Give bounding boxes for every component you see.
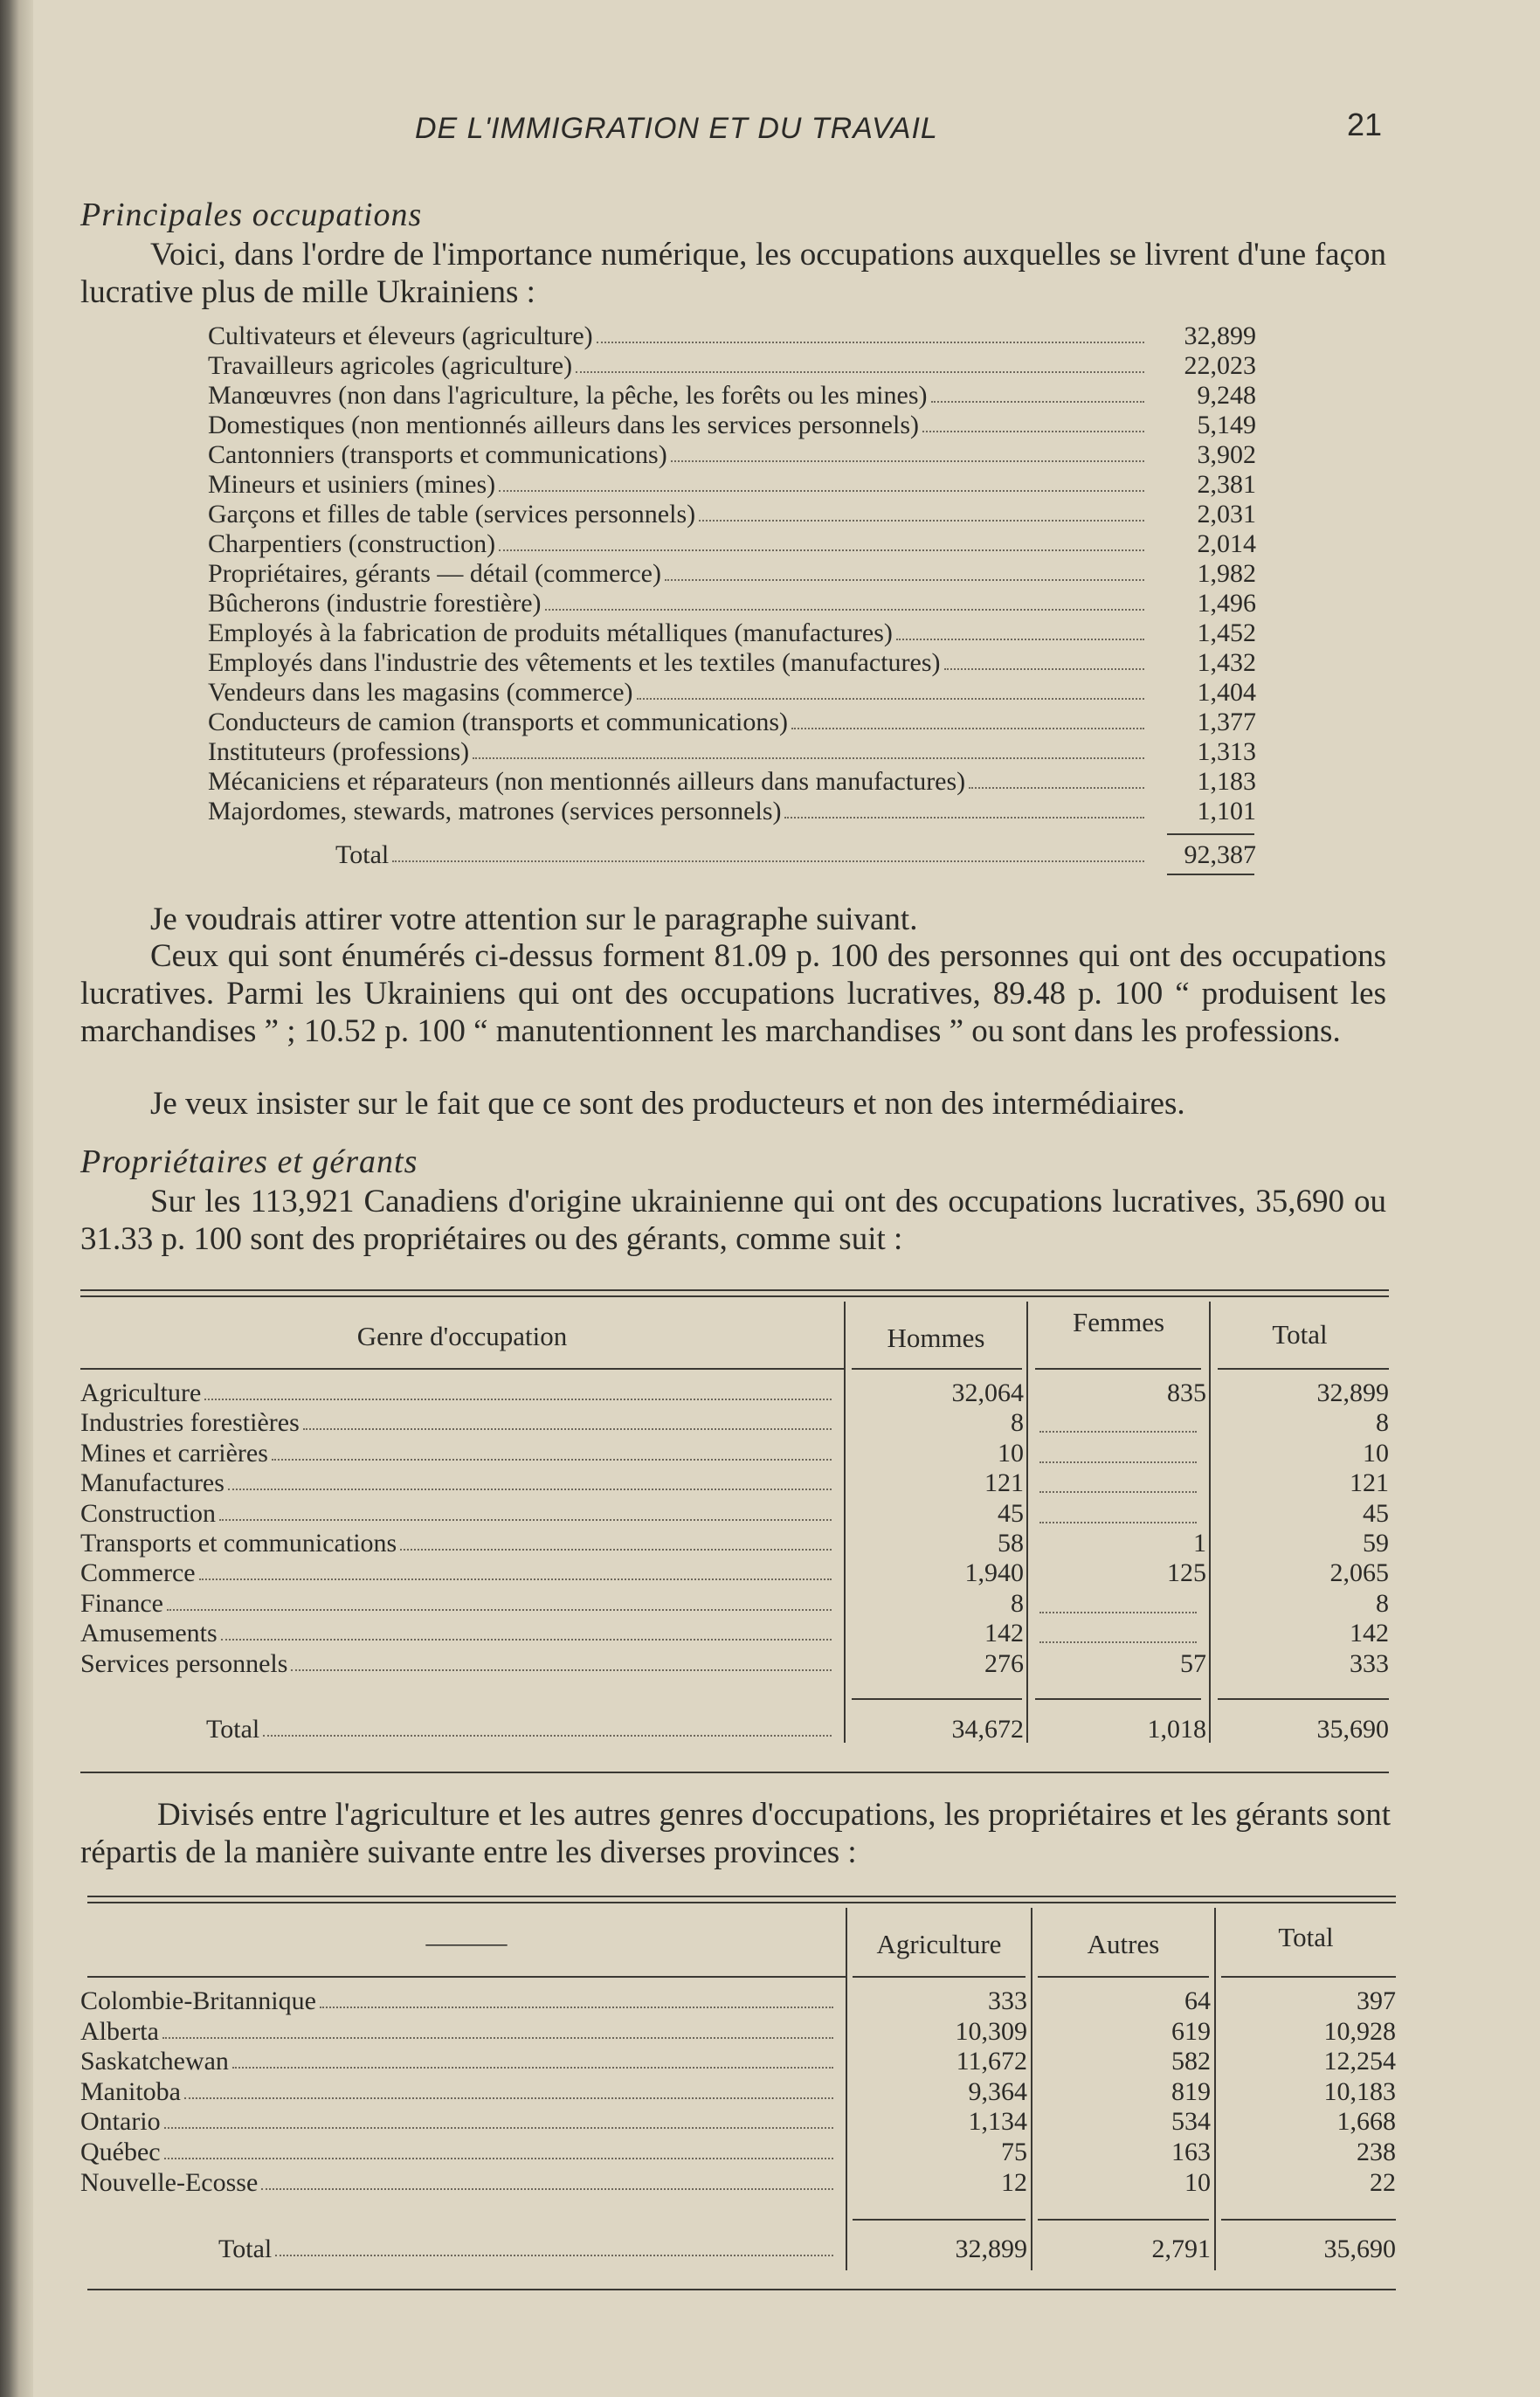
table2-col-divider-1	[846, 1908, 847, 2270]
table2-agriculture-value: 1,134	[968, 2107, 1027, 2136]
occupation-item	[208, 470, 1256, 500]
occupation-label: Propriétaires, gérants — détail (commerce)	[208, 559, 661, 588]
table1-femmes-empty	[1039, 1641, 1197, 1643]
row-label-text: Saskatchewan	[80, 2047, 229, 2076]
table1-row-label	[80, 1408, 839, 1438]
table2-row-label	[80, 2138, 840, 2167]
occupation-label: Vendeurs dans les magasins (commerce)	[208, 678, 633, 707]
occupation-label: Majordomes, stewards, matrones (services personnels)	[208, 797, 782, 825]
table2-total-value: 238	[1357, 2138, 1396, 2166]
table1-header-femmes: Femmes	[1072, 1307, 1165, 1337]
table1-header-rule-hommes	[852, 1368, 1022, 1370]
table1-femmes-empty	[1039, 1612, 1197, 1613]
row-label-text: Ontario	[80, 2107, 161, 2136]
table2-agriculture-value: 32,899	[955, 2235, 1027, 2263]
dot-leader	[272, 1458, 832, 1461]
occupation-value: 1,452	[1197, 618, 1256, 647]
table2-top-rule-2	[87, 1902, 1396, 1903]
table1-femmes-empty	[1039, 1491, 1197, 1493]
table1-total-value: 45	[1363, 1499, 1389, 1528]
occupation-label: Conducteurs de camion (transports et communications)	[208, 708, 788, 736]
occupation-value: 22,023	[1184, 351, 1256, 380]
row-label-text: Total	[206, 1715, 260, 1744]
table2-total-value: 10,183	[1323, 2077, 1396, 2106]
row-label-text: Finance	[80, 1589, 163, 1618]
dot-leader	[499, 489, 1144, 492]
table1-hommes-value: 8	[1011, 1589, 1024, 1618]
table1-col-divider-1	[844, 1302, 846, 1743]
table2-autres-value: 163	[1171, 2138, 1211, 2166]
dot-leader	[320, 2006, 833, 2008]
running-head: DE L'IMMIGRATION ET DU TRAVAIL	[415, 112, 938, 145]
table2-row-label	[80, 2017, 840, 2047]
occupation-value: 1,404	[1197, 678, 1256, 707]
occupation-item	[208, 529, 1256, 559]
row-label-text: Agriculture	[80, 1378, 202, 1407]
row-label-text: Commerce	[80, 1558, 196, 1587]
occupation-value: 2,031	[1197, 500, 1256, 528]
table1-col-divider-3	[1209, 1302, 1211, 1743]
dot-leader	[969, 786, 1144, 789]
occupation-item	[208, 767, 1256, 797]
table1-femmes-value: 1,018	[1147, 1715, 1206, 1744]
occupation-item	[208, 737, 1256, 767]
occupation-item	[208, 618, 1256, 648]
table2-header-autres: Autres	[1087, 1929, 1160, 1959]
table2-autres-value: 819	[1171, 2077, 1211, 2106]
table1-row-label	[80, 1619, 839, 1648]
occupation-item	[208, 440, 1256, 470]
table1-total-value: 2,065	[1329, 1558, 1389, 1587]
row-label-text: Transports et communications	[80, 1529, 397, 1558]
table2-autres-value: 619	[1171, 2017, 1211, 2046]
table1-row-label	[80, 1558, 839, 1588]
table2-autres-value: 10	[1184, 2168, 1211, 2197]
occupation-value: 9,248	[1197, 381, 1256, 410]
occupation-value: 1,183	[1197, 767, 1256, 796]
row-label-text: Construction	[80, 1499, 216, 1528]
occupation-item	[208, 381, 1256, 411]
table1-total-value: 32,899	[1316, 1378, 1389, 1407]
table2-agriculture-value: 10,309	[955, 2017, 1027, 2046]
occupation-total-row	[335, 835, 1256, 870]
occupation-label: Employés à la fabrication de produits métalliques (manufactures)	[208, 618, 893, 647]
table2-agriculture-value: 9,364	[968, 2077, 1027, 2106]
table1-hommes-value: 10	[998, 1439, 1024, 1468]
table1-sum-rule-total	[1218, 1698, 1389, 1700]
table2-header-rule-autres	[1038, 1976, 1209, 1978]
table2-header-rule-agr	[853, 1976, 1026, 1978]
dot-leader	[896, 638, 1144, 640]
row-label-text: Mines et carrières	[80, 1439, 268, 1468]
dot-leader	[473, 756, 1144, 759]
table1-total-label	[206, 1715, 839, 1744]
dot-leader	[263, 1734, 832, 1737]
table2-total-value: 22	[1370, 2168, 1396, 2197]
occupation-value: 1,432	[1197, 648, 1256, 677]
page-number: 21	[1347, 107, 1383, 142]
dot-leader	[275, 2254, 833, 2256]
table2-total-value: 1,668	[1336, 2107, 1396, 2136]
table1-hommes-value: 58	[998, 1529, 1024, 1558]
dot-leader	[303, 1427, 832, 1430]
table1-hommes-value: 34,672	[951, 1715, 1024, 1744]
table1-femmes-value: 1	[1193, 1529, 1206, 1558]
dot-leader	[400, 1548, 832, 1551]
dot-leader	[204, 1398, 832, 1400]
row-label-text: Manitoba	[80, 2077, 181, 2106]
table2-autres-value: 2,791	[1151, 2235, 1211, 2263]
table1-header-rule	[80, 1368, 844, 1370]
table2-header-agriculture: Agriculture	[876, 1929, 1002, 1959]
table2-row-label	[80, 2047, 840, 2076]
table2-header-blank: ———	[425, 1927, 508, 1958]
table1-header-genre: Genre d'occupation	[356, 1321, 568, 1351]
table1-row-label	[80, 1378, 839, 1408]
occupation-item	[208, 648, 1256, 678]
table1-sum-rule-femmes	[1035, 1698, 1201, 1700]
table2-row-label	[80, 1986, 840, 2016]
occupation-label: Charpentiers (construction)	[208, 529, 496, 558]
occupation-value: 1,101	[1197, 797, 1256, 825]
dot-leader	[499, 549, 1144, 551]
dot-leader	[784, 816, 1144, 819]
occupation-value: 1,982	[1197, 559, 1256, 588]
table1-row-label	[80, 1589, 839, 1619]
occupation-label: Manœuvres (non dans l'agriculture, la pêche, les forêts ou les mines)	[208, 381, 928, 410]
table1-row-label	[80, 1499, 839, 1529]
table1-femmes-value: 57	[1180, 1649, 1206, 1678]
occupation-value: 1,313	[1197, 737, 1256, 766]
table1-bottom-rule	[80, 1772, 1389, 1773]
table2-total-label	[218, 2235, 840, 2264]
row-label-text: Alberta	[80, 2017, 159, 2046]
table2-col-divider-3	[1214, 1908, 1216, 2270]
occupation-value: 32,899	[1184, 321, 1256, 350]
table1-row-label	[80, 1649, 839, 1679]
table1-hommes-value: 8	[1011, 1408, 1024, 1437]
table2-autres-value: 534	[1171, 2107, 1211, 2136]
section-heading-occupations: Principales occupations	[80, 197, 423, 233]
occupation-label: Cantonniers (transports et communications)	[208, 440, 667, 469]
table1-total-value: 8	[1376, 1589, 1389, 1618]
paragraph-percentages: Ceux qui sont énumérés ci-dessus forment 81.09 p. 100 des personnes qui ont des occupations lucratives. Parmi les Ukrainiens qui ont des occupations lucratives, 89.48 p. 100 “ produisent les marchandises ” ; 10.52 p. 100 “ manutentionnent les marchandises ” ou sont dans les professions.	[80, 938, 1386, 1049]
intro-paragraph: Voici, dans l'ordre de l'importance numérique, les occupations auxquelles se livrent d'une façon lucrative plus de mille Ukrainiens :	[80, 237, 1386, 310]
dot-leader	[944, 667, 1144, 670]
table2-autres-value: 64	[1184, 1986, 1211, 2015]
table1-total-value: 142	[1350, 1619, 1389, 1648]
table2-row-label	[80, 2168, 840, 2198]
table1-row-label	[80, 1468, 839, 1498]
occupation-label: Cultivateurs et éleveurs (agriculture)	[208, 321, 593, 350]
table1-top-rule	[80, 1289, 1389, 1291]
table1-header-rule-femmes	[1035, 1368, 1201, 1370]
occupation-item	[208, 559, 1256, 589]
dot-leader	[291, 1668, 832, 1671]
dot-leader	[791, 727, 1144, 729]
dot-leader	[671, 459, 1144, 462]
table1-total-value: 8	[1376, 1408, 1389, 1437]
table1-femmes-value: 835	[1167, 1378, 1206, 1407]
table2-header-rule-total	[1221, 1976, 1396, 1978]
table1-femmes-empty	[1039, 1431, 1197, 1433]
table2-row-label	[80, 2107, 840, 2137]
row-label-text: Total	[218, 2235, 273, 2263]
table2-agriculture-value: 12	[1001, 2168, 1027, 2197]
dot-leader	[545, 608, 1144, 611]
dot-leader	[931, 400, 1145, 403]
table1-hommes-value: 121	[984, 1468, 1024, 1497]
provinces-intro: Divisés entre l'agriculture et les autres genres d'occupations, les propriétaires et les gérants sont répartis de la manière suivante entre les diverses provinces :	[80, 1797, 1391, 1870]
dot-leader	[922, 430, 1144, 432]
dot-leader	[184, 2097, 833, 2099]
table1-col-divider-2	[1026, 1302, 1028, 1743]
dot-leader	[162, 2036, 833, 2039]
table1-femmes-empty	[1039, 1461, 1197, 1463]
table1-hommes-value: 45	[998, 1499, 1024, 1528]
dot-leader	[392, 860, 1144, 862]
row-label-text: Colombie-Britannique	[80, 1986, 316, 2015]
table2-row-label	[80, 2077, 840, 2107]
dot-leader	[597, 341, 1144, 343]
table1-header-hommes: Hommes	[887, 1323, 985, 1353]
occupation-value: 5,149	[1197, 411, 1256, 439]
dot-leader	[221, 1638, 832, 1641]
dot-leader	[699, 519, 1144, 522]
occupation-item	[208, 797, 1256, 826]
table2-total-value: 35,690	[1323, 2235, 1396, 2263]
table2-sum-rule-agr	[853, 2219, 1026, 2221]
table2-autres-value: 582	[1171, 2047, 1211, 2076]
dot-leader	[576, 370, 1144, 373]
dot-leader	[167, 1608, 832, 1611]
table1-total-value: 333	[1350, 1649, 1389, 1678]
total-underline	[1167, 874, 1254, 875]
occupation-label: Mineurs et usiniers (mines)	[208, 470, 496, 499]
table2-total-value: 397	[1357, 1986, 1396, 2015]
table2-agriculture-value: 333	[988, 1986, 1027, 2015]
dot-leader	[219, 1518, 832, 1521]
occupation-label: Garçons et filles de table (services personnels)	[208, 500, 696, 528]
row-label-text: Services personnels	[80, 1649, 288, 1678]
table2-top-rule	[87, 1896, 1396, 1897]
occupation-label: Travailleurs agricoles (agriculture)	[208, 351, 573, 380]
table2-bottom-rule	[87, 2289, 1396, 2290]
table2-total-value: 10,928	[1323, 2017, 1396, 2046]
table1-hommes-value: 142	[984, 1619, 1024, 1648]
occupation-total-value: 92,387	[1184, 840, 1256, 869]
occupation-value: 2,381	[1197, 470, 1256, 499]
occupation-label: Mécaniciens et réparateurs (non mentionnés ailleurs dans manufactures)	[208, 767, 966, 796]
occupation-item	[208, 589, 1256, 618]
table1-total-value: 59	[1363, 1529, 1389, 1558]
occupation-label: Instituteurs (professions)	[208, 737, 470, 766]
table1-hommes-value: 276	[984, 1649, 1024, 1678]
proprietaires-intro: Sur les 113,921 Canadiens d'origine ukrainienne qui ont des occupations lucratives, 35,690 ou 31.33 p. 100 sont des propriétaires ou des gérants, comme suit :	[80, 1184, 1386, 1257]
dot-leader	[637, 697, 1144, 700]
table1-total-value: 121	[1350, 1468, 1389, 1497]
table1-total-value: 10	[1363, 1439, 1389, 1468]
table1-row-label	[80, 1529, 839, 1558]
table1-total-value: 35,690	[1316, 1715, 1389, 1744]
table1-header-total: Total	[1272, 1319, 1328, 1350]
dot-leader	[164, 2157, 833, 2159]
table2-col-divider-2	[1031, 1908, 1032, 2270]
table1-row-label	[80, 1439, 839, 1468]
paragraph-attention: Je voudrais attirer votre attention sur le paragraphe suivant.	[150, 901, 918, 937]
table2-header-total: Total	[1278, 1922, 1334, 1952]
table2-sum-rule-total	[1221, 2219, 1396, 2221]
dot-leader	[164, 2126, 833, 2129]
table2-header-rule	[87, 1976, 846, 1978]
table1-hommes-value: 1,940	[964, 1558, 1024, 1587]
dot-leader	[228, 1488, 832, 1490]
occupation-list	[208, 321, 1256, 875]
dot-leader	[199, 1578, 832, 1580]
row-label-text: Industries forestières	[80, 1408, 300, 1437]
occupation-item	[208, 678, 1256, 708]
table1-top-rule-2	[80, 1295, 1389, 1297]
occupation-label: Employés dans l'industrie des vêtements et les textiles (manufactures)	[208, 648, 941, 677]
paragraph-producers: Je veux insister sur le fait que ce sont des producteurs et non des intermédiaires.	[150, 1086, 1185, 1122]
occupation-label: Bûcherons (industrie forestière)	[208, 589, 542, 618]
table1-femmes-value: 125	[1167, 1558, 1206, 1587]
row-label-text: Manufactures	[80, 1468, 224, 1497]
table1-hommes-value: 32,064	[951, 1378, 1024, 1407]
row-label-text: Amusements	[80, 1619, 218, 1648]
table2-sum-rule-autres	[1038, 2219, 1209, 2221]
table2-agriculture-value: 11,672	[956, 2047, 1027, 2076]
occupation-value: 1,496	[1197, 589, 1256, 618]
occupation-item	[208, 321, 1256, 351]
row-label-text: Nouvelle-Ecosse	[80, 2168, 259, 2197]
occupation-value: 2,014	[1197, 529, 1256, 558]
dot-leader	[665, 578, 1144, 581]
occupation-item	[208, 411, 1256, 440]
section-heading-proprietaires: Propriétaires et gérants	[80, 1143, 418, 1180]
occupation-label: Domestiques (non mentionnés ailleurs dans les services personnels)	[208, 411, 919, 439]
occupation-value: 3,902	[1197, 440, 1256, 469]
table2-total-value: 12,254	[1323, 2047, 1396, 2076]
occupation-item	[208, 708, 1256, 737]
table1-femmes-empty	[1039, 1522, 1197, 1523]
dot-leader	[232, 2066, 833, 2069]
dot-leader	[261, 2187, 833, 2190]
row-label-text: Québec	[80, 2138, 161, 2166]
occupation-value: 1,377	[1197, 708, 1256, 736]
table1-sum-rule-hommes	[852, 1698, 1022, 1700]
occupation-item	[208, 500, 1256, 529]
occupation-total-label: Total	[335, 840, 390, 869]
table2-agriculture-value: 75	[1001, 2138, 1027, 2166]
table1-header-rule-total	[1218, 1368, 1389, 1370]
occupation-item	[208, 351, 1256, 381]
